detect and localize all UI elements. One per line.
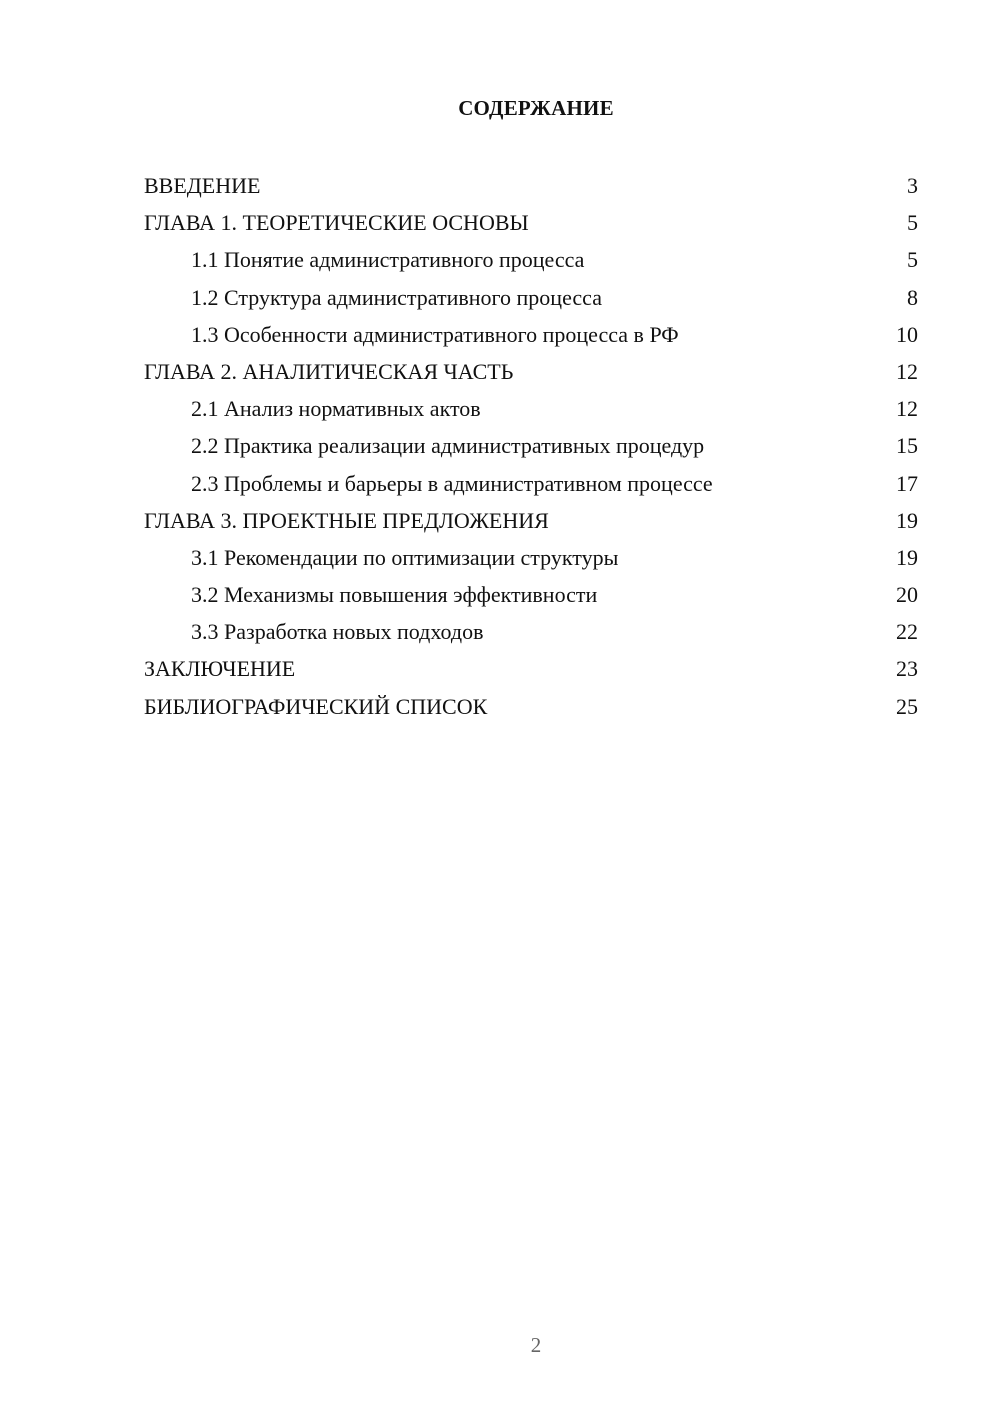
toc-entry — [144, 502, 918, 539]
toc-entry-label: ВВЕДЕНИЕ — [144, 173, 261, 198]
toc-entry-page: 5 — [907, 247, 918, 273]
toc-entry-page: 20 — [896, 582, 918, 608]
toc-subentry — [144, 390, 918, 427]
toc-entry-label: ГЛАВА 2. АНАЛИТИЧЕСКАЯ ЧАСТЬ — [144, 358, 514, 384]
toc-subentry — [144, 576, 918, 613]
toc-entry-label: 3.3 Разработка новых подходов — [191, 619, 484, 645]
toc-entry-label: 1.2 Структура административного процесса — [191, 284, 602, 310]
toc-entry-page: 19 — [896, 507, 918, 533]
toc-entry — [144, 167, 918, 204]
toc-subentry — [144, 316, 918, 353]
toc-entry-page: 3 — [907, 173, 918, 198]
toc-entry-page: 25 — [896, 693, 918, 719]
toc-entry-page: 12 — [896, 358, 918, 384]
toc-entry-page: 22 — [896, 619, 918, 645]
toc-subentry — [144, 539, 918, 576]
toc-entry-label: 1.3 Особенности административного процесса в РФ — [191, 321, 679, 347]
toc-subentry — [144, 279, 918, 316]
toc-entry-page: 15 — [896, 433, 918, 459]
toc-subentry — [144, 241, 918, 278]
toc-entry-page: 23 — [896, 656, 918, 682]
toc-entry-label: 1.1 Понятие административного процесса — [191, 247, 585, 273]
toc-entry-label: ГЛАВА 1. ТЕОРЕТИЧЕСКИЕ ОСНОВЫ — [144, 210, 529, 236]
toc-entry-label: 3.2 Механизмы повышения эффективности — [191, 582, 598, 608]
toc-entry-page: 8 — [907, 284, 918, 310]
toc-entry — [144, 688, 918, 725]
toc-entry-page: 10 — [896, 321, 918, 347]
toc-entry-label: БИБЛИОГРАФИЧЕСКИЙ СПИСОК — [144, 693, 488, 719]
page-number: 2 — [530, 1333, 542, 1357]
toc-entry-label: 2.1 Анализ нормативных актов — [191, 396, 481, 422]
toc-entry-label: ГЛАВА 3. ПРОЕКТНЫЕ ПРЕДЛОЖЕНИЯ — [144, 507, 549, 533]
toc-subentry — [144, 427, 918, 464]
toc-entry-label: 3.1 Рекомендации по оптимизации структуры — [191, 544, 619, 570]
toc-subentry — [144, 613, 918, 650]
page-title: СОДЕРЖАНИЕ — [458, 96, 614, 120]
toc-entry — [144, 353, 918, 390]
toc-entry-label: ЗАКЛЮЧЕНИЕ — [144, 656, 296, 682]
toc-entry-page: 19 — [896, 544, 918, 570]
table-of-contents — [144, 167, 918, 725]
toc-entry-label: 2.3 Проблемы и барьеры в административном процессе — [191, 470, 713, 496]
toc-entry-page: 17 — [896, 470, 918, 496]
toc-entry-page: 12 — [896, 396, 918, 422]
toc-entry — [144, 204, 918, 241]
toc-entry-label: 2.2 Практика реализации административных процедур — [191, 433, 705, 459]
toc-subentry — [144, 465, 918, 502]
toc-entry — [144, 650, 918, 687]
toc-entry-page: 5 — [907, 210, 918, 236]
